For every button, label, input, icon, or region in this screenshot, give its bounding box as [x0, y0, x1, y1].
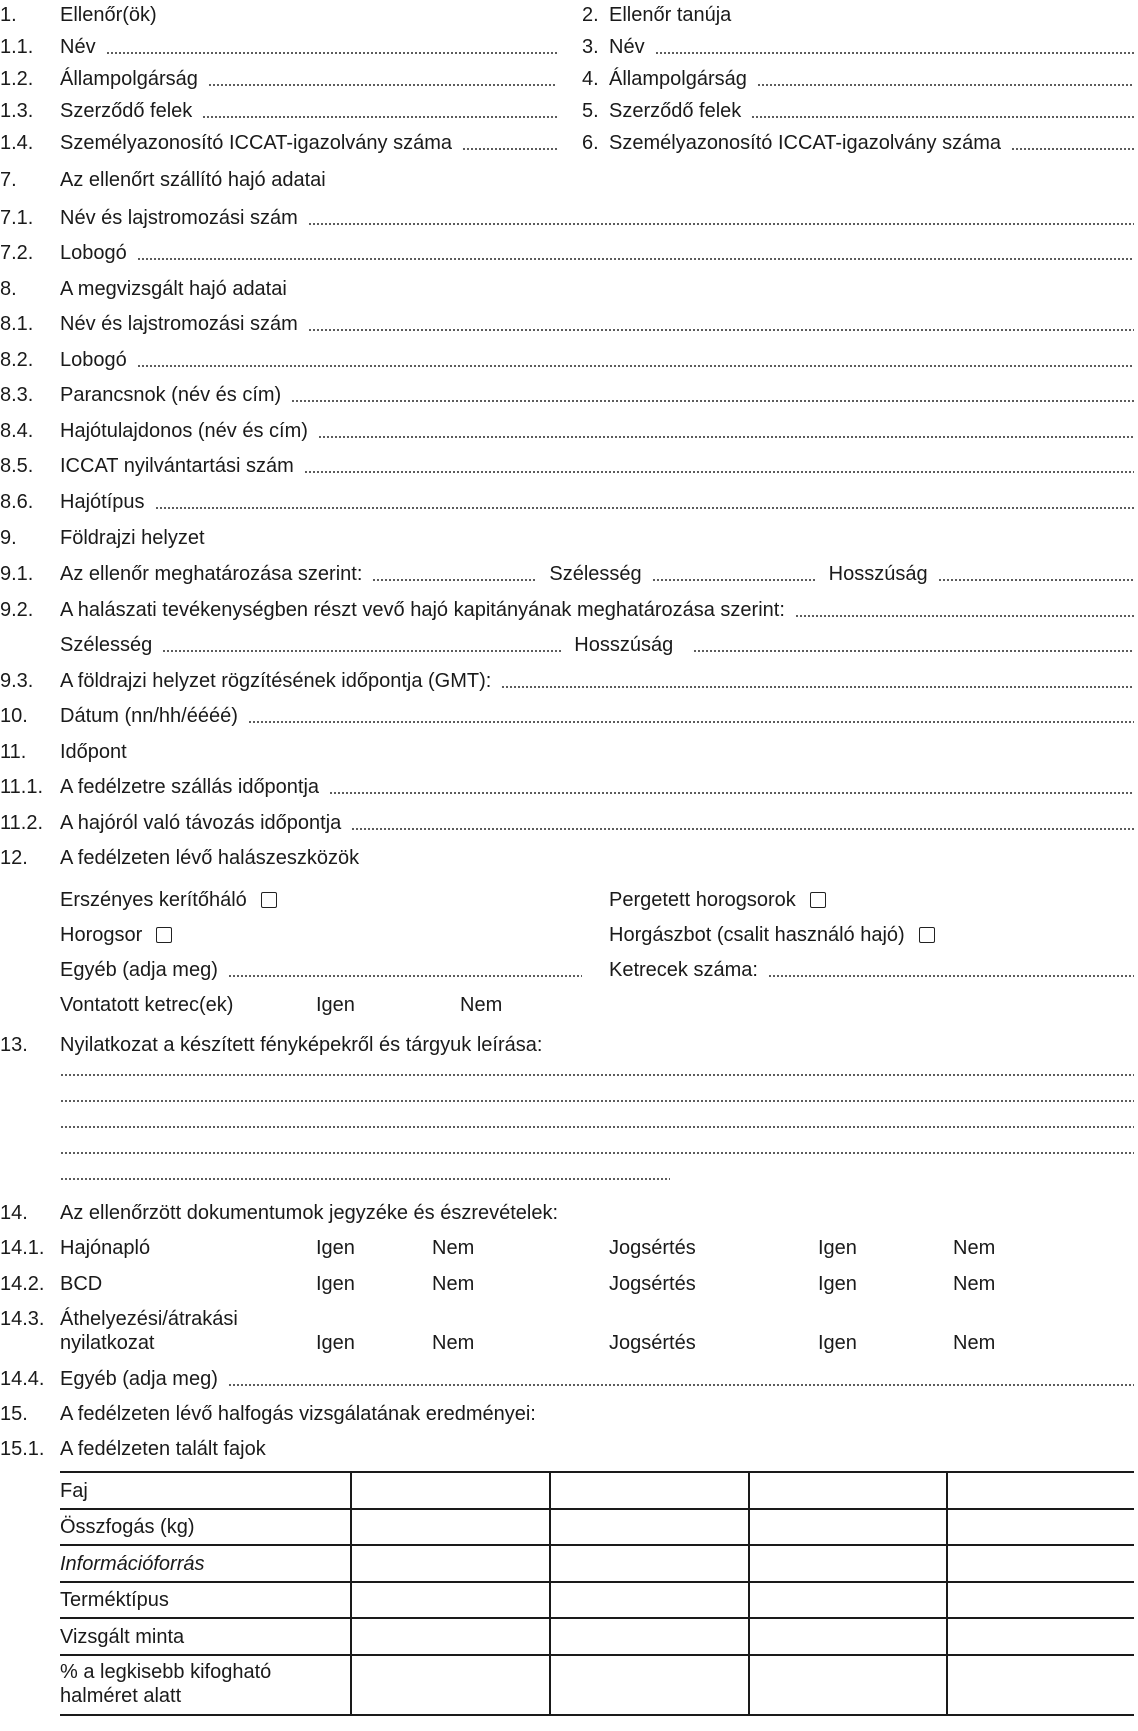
field-label: Egyéb (adja meg) [60, 1368, 218, 1390]
fill-line [137, 257, 1134, 261]
document-label: BCD [60, 1273, 103, 1295]
table-rule [60, 1714, 1134, 1716]
item-number: 1.2. [0, 68, 34, 90]
infringement-yes-option[interactable]: Igen [818, 1237, 857, 1259]
fill-line [248, 720, 1134, 724]
field-label: A földrajzi helyzet rögzítésének időpontja (GMT): [60, 670, 492, 692]
field-witness-iccat-id[interactable] [609, 121, 1134, 155]
item-number: 1. [0, 4, 17, 26]
item-number: 11. [0, 741, 27, 763]
item-number: 1.3. [0, 100, 34, 122]
item-number: 4. [582, 68, 599, 90]
field-label: Szerződő felek [609, 100, 742, 122]
document-label-line-1: Áthelyezési/átrakási [60, 1308, 238, 1330]
section-heading-catch: A fedélzeten lévő halfogás vizsgálatának eredményei: [60, 1403, 536, 1425]
fill-line [652, 578, 817, 582]
field-inspector-nationality[interactable] [60, 57, 557, 91]
table-rule [60, 1471, 1134, 1473]
fill-line [795, 614, 1134, 618]
item-number: 11.1. [0, 776, 43, 798]
fill-line [106, 51, 557, 55]
item-number: 14. [0, 1202, 28, 1224]
table-rule [60, 1544, 1134, 1546]
field-label: Név és lajstromozási szám [60, 207, 298, 229]
field-documents-other[interactable] [60, 1357, 1134, 1391]
infringement-label: Jogsértés [609, 1332, 696, 1354]
item-number: 14.3. [0, 1308, 45, 1330]
field-label: Lobogó [60, 242, 127, 264]
fill-line [768, 974, 1134, 978]
infringement-no-option[interactable]: Nem [953, 1237, 996, 1259]
table-rule [60, 1581, 1134, 1583]
item-number: 8.6. [0, 491, 34, 513]
field-vessel-type[interactable] [60, 480, 1134, 514]
fill-line [318, 435, 1134, 439]
item-number: 8.5. [0, 455, 34, 477]
item-number: 1.1. [0, 36, 34, 58]
item-number: 15.1. [0, 1438, 45, 1460]
field-label: Ketrecek száma: [609, 959, 758, 981]
field-date[interactable] [60, 694, 1134, 728]
fill-line [208, 83, 557, 87]
fill-line [938, 578, 1134, 582]
field-witness-name[interactable] [609, 25, 1134, 59]
longitude-label: Hosszúság [574, 634, 674, 656]
field-gear-other[interactable] [60, 948, 582, 982]
document-yes-option[interactable]: Igen [316, 1332, 355, 1354]
gear-option-baitboat[interactable] [609, 923, 935, 947]
document-no-option[interactable]: Nem [432, 1237, 475, 1259]
fill-line [137, 364, 1134, 368]
fill-line [501, 685, 1134, 689]
section-heading-time: Időpont [60, 741, 127, 763]
checkbox[interactable] [261, 892, 277, 908]
field-label: A halászati tevékenységben részt vevő hajó kapitányának meghatározása szerint: [60, 599, 785, 621]
field-transport-vessel-flag[interactable] [60, 231, 1134, 265]
field-label: Parancsnok (név és cím) [60, 384, 282, 406]
field-label: Személyazonosító ICCAT-igazolvány száma [60, 132, 453, 154]
field-label: A fedélzetre szállás időpontja [60, 776, 320, 798]
fill-line [693, 649, 1134, 653]
field-position-master-coords[interactable] [60, 623, 1134, 657]
section-heading-witness: Ellenőr tanúja [609, 4, 732, 26]
item-number: 8.2. [0, 349, 34, 371]
table-rule [60, 1508, 1134, 1510]
section-heading-species: A fedélzeten talált fajok [60, 1438, 266, 1460]
longitude-label: Hosszúság [828, 563, 928, 585]
fill-line [751, 115, 1134, 119]
document-yes-option[interactable]: Igen [316, 1273, 355, 1295]
table-rule [60, 1617, 1134, 1619]
fill-line [1011, 147, 1134, 151]
item-number: 15. [0, 1403, 28, 1425]
field-label: Dátum (nn/hh/éééé) [60, 705, 238, 727]
field-witness-nationality[interactable] [609, 57, 1134, 91]
field-boarding-time[interactable] [60, 765, 1134, 799]
field-witness-contracting-parties[interactable] [609, 89, 1134, 123]
infringement-no-option[interactable]: Nem [953, 1332, 996, 1354]
towed-cages-label: Vontatott ketrec(ek) [60, 994, 234, 1016]
item-number: 1.4. [0, 132, 34, 154]
latitude-label: Szélesség [549, 563, 642, 585]
towed-no-option[interactable]: Nem [460, 994, 503, 1016]
field-inspector-contracting-parties[interactable] [60, 89, 557, 123]
table-column-rule [946, 1471, 948, 1715]
table-rule [60, 1654, 1134, 1656]
section-heading-inspected-vessel: A megvizsgált hajó adatai [60, 278, 287, 300]
field-label: Név [609, 36, 645, 58]
checkbox[interactable] [810, 892, 826, 908]
fill-line [202, 115, 557, 119]
gear-option-purse-seine[interactable] [60, 888, 277, 912]
table-column-rule [748, 1471, 750, 1715]
field-label: Lobogó [60, 349, 127, 371]
infringement-label: Jogsértés [609, 1273, 696, 1295]
infringement-yes-option[interactable]: Igen [818, 1332, 857, 1354]
table-row-label-sample: Vizsgált minta [60, 1626, 185, 1648]
section-heading-photos: Nyilatkozat a készített fényképekről és tárgyuk leírása: [60, 1034, 543, 1056]
item-number: 14.4. [0, 1368, 45, 1390]
item-number: 9. [0, 527, 17, 549]
item-number: 9.1. [0, 563, 34, 585]
item-number: 8.4. [0, 420, 34, 442]
fill-line [372, 578, 537, 582]
table-column-rule [350, 1471, 352, 1715]
field-inspector-iccat-id[interactable] [60, 121, 557, 155]
fill-line [60, 1177, 670, 1181]
document-label-line-2: nyilatkozat [60, 1332, 155, 1354]
latitude-label: Szélesség [60, 634, 153, 656]
section-heading-transport-vessel: Az ellenőrt szállító hajó adatai [60, 169, 326, 191]
infringement-label: Jogsértés [609, 1237, 696, 1259]
item-number: 9.3. [0, 670, 34, 692]
field-label: Egyéb (adja meg) [60, 959, 218, 981]
item-number: 7.1. [0, 207, 34, 229]
option-label: Pergetett horogsorok [609, 889, 796, 911]
fill-line [155, 506, 1135, 510]
table-column-rule [549, 1471, 551, 1715]
item-number: 5. [582, 100, 599, 122]
section-heading-inspectors: Ellenőr(ök) [60, 4, 157, 26]
field-position-master[interactable] [60, 588, 1134, 622]
fill-line [308, 222, 1134, 226]
document-no-option[interactable]: Nem [432, 1273, 475, 1295]
photos-line-5[interactable] [60, 1151, 670, 1185]
table-row-label-source: Információforrás [60, 1553, 205, 1575]
fill-line [304, 470, 1134, 474]
option-label: Horogsor [60, 924, 143, 946]
fill-line [655, 51, 1134, 55]
checkbox[interactable] [156, 927, 172, 943]
fill-line [462, 147, 557, 151]
field-label: Név [60, 36, 96, 58]
fill-line [228, 974, 582, 978]
fill-line [308, 328, 1134, 332]
item-number: 3. [582, 36, 599, 58]
table-row-label-product-type: Terméktípus [60, 1589, 169, 1611]
field-label: Név és lajstromozási szám [60, 313, 298, 335]
section-heading-documents: Az ellenőrzött dokumentumok jegyzéke és észrevételek: [60, 1202, 559, 1224]
option-label: Erszényes kerítőháló [60, 889, 247, 911]
field-label: Hajótípus [60, 491, 145, 513]
section-heading-gear: A fedélzeten lévő halászeszközök [60, 847, 360, 869]
table-row-label-undersize-2: halméret alatt [60, 1685, 182, 1707]
gear-option-longline[interactable] [60, 923, 172, 947]
field-iccat-register[interactable] [60, 444, 1134, 478]
field-inspector-name[interactable] [60, 25, 557, 59]
item-number: 13. [0, 1034, 28, 1056]
field-label: A hajóról való távozás időpontja [60, 812, 342, 834]
item-number: 11.2. [0, 812, 43, 834]
option-label: Horgászbot (csalit használó hajó) [609, 924, 905, 946]
fill-line [351, 827, 1134, 831]
document-yes-option[interactable]: Igen [316, 1237, 355, 1259]
field-vessel-name[interactable] [60, 302, 1134, 336]
item-number: 6. [582, 132, 599, 154]
field-master[interactable] [60, 373, 1134, 407]
field-label: Szerződő felek [60, 100, 193, 122]
gear-option-troll[interactable] [609, 888, 826, 912]
item-number: 10. [0, 705, 28, 727]
item-number: 14.2. [0, 1273, 45, 1295]
field-cage-count[interactable] [609, 948, 1134, 982]
field-label: Hajótulajdonos (név és cím) [60, 420, 308, 442]
item-number: 7.2. [0, 242, 34, 264]
field-label: ICCAT nyilvántartási szám [60, 455, 294, 477]
field-label: Személyazonosító ICCAT-igazolvány száma [609, 132, 1002, 154]
field-vessel-flag[interactable] [60, 338, 1134, 372]
towed-yes-option[interactable]: Igen [316, 994, 355, 1016]
checkbox[interactable] [919, 927, 935, 943]
item-number: 14.1. [0, 1237, 45, 1259]
field-label: Állampolgárság [60, 68, 198, 90]
field-position-time[interactable] [60, 659, 1134, 693]
fill-line [162, 649, 562, 653]
fill-line [291, 399, 1134, 403]
item-number: 9.2. [0, 599, 34, 621]
item-number: 8.3. [0, 384, 34, 406]
item-number: 12. [0, 847, 28, 869]
field-label: Állampolgárság [609, 68, 747, 90]
field-owner[interactable] [60, 409, 1134, 443]
fill-line [228, 1383, 1134, 1387]
field-transport-vessel-name[interactable] [60, 196, 1134, 230]
fill-line [757, 83, 1134, 87]
item-number: 8. [0, 278, 17, 300]
table-row-label-total-catch: Összfogás (kg) [60, 1516, 195, 1538]
infringement-no-option[interactable]: Nem [953, 1273, 996, 1295]
fill-line [329, 791, 1134, 795]
document-label: Hajónapló [60, 1237, 151, 1259]
document-no-option[interactable]: Nem [432, 1332, 475, 1354]
table-row-label-species: Faj [60, 1480, 88, 1502]
infringement-yes-option[interactable]: Igen [818, 1273, 857, 1295]
field-leaving-time[interactable] [60, 801, 1134, 835]
item-number: 2. [582, 4, 599, 26]
field-position-inspector[interactable] [60, 552, 1134, 586]
field-label: Az ellenőr meghatározása szerint: [60, 563, 363, 585]
table-row-label-undersize-1: % a legkisebb kifogható [60, 1661, 272, 1683]
section-heading-position: Földrajzi helyzet [60, 527, 205, 549]
item-number: 7. [0, 169, 17, 191]
item-number: 8.1. [0, 313, 34, 335]
